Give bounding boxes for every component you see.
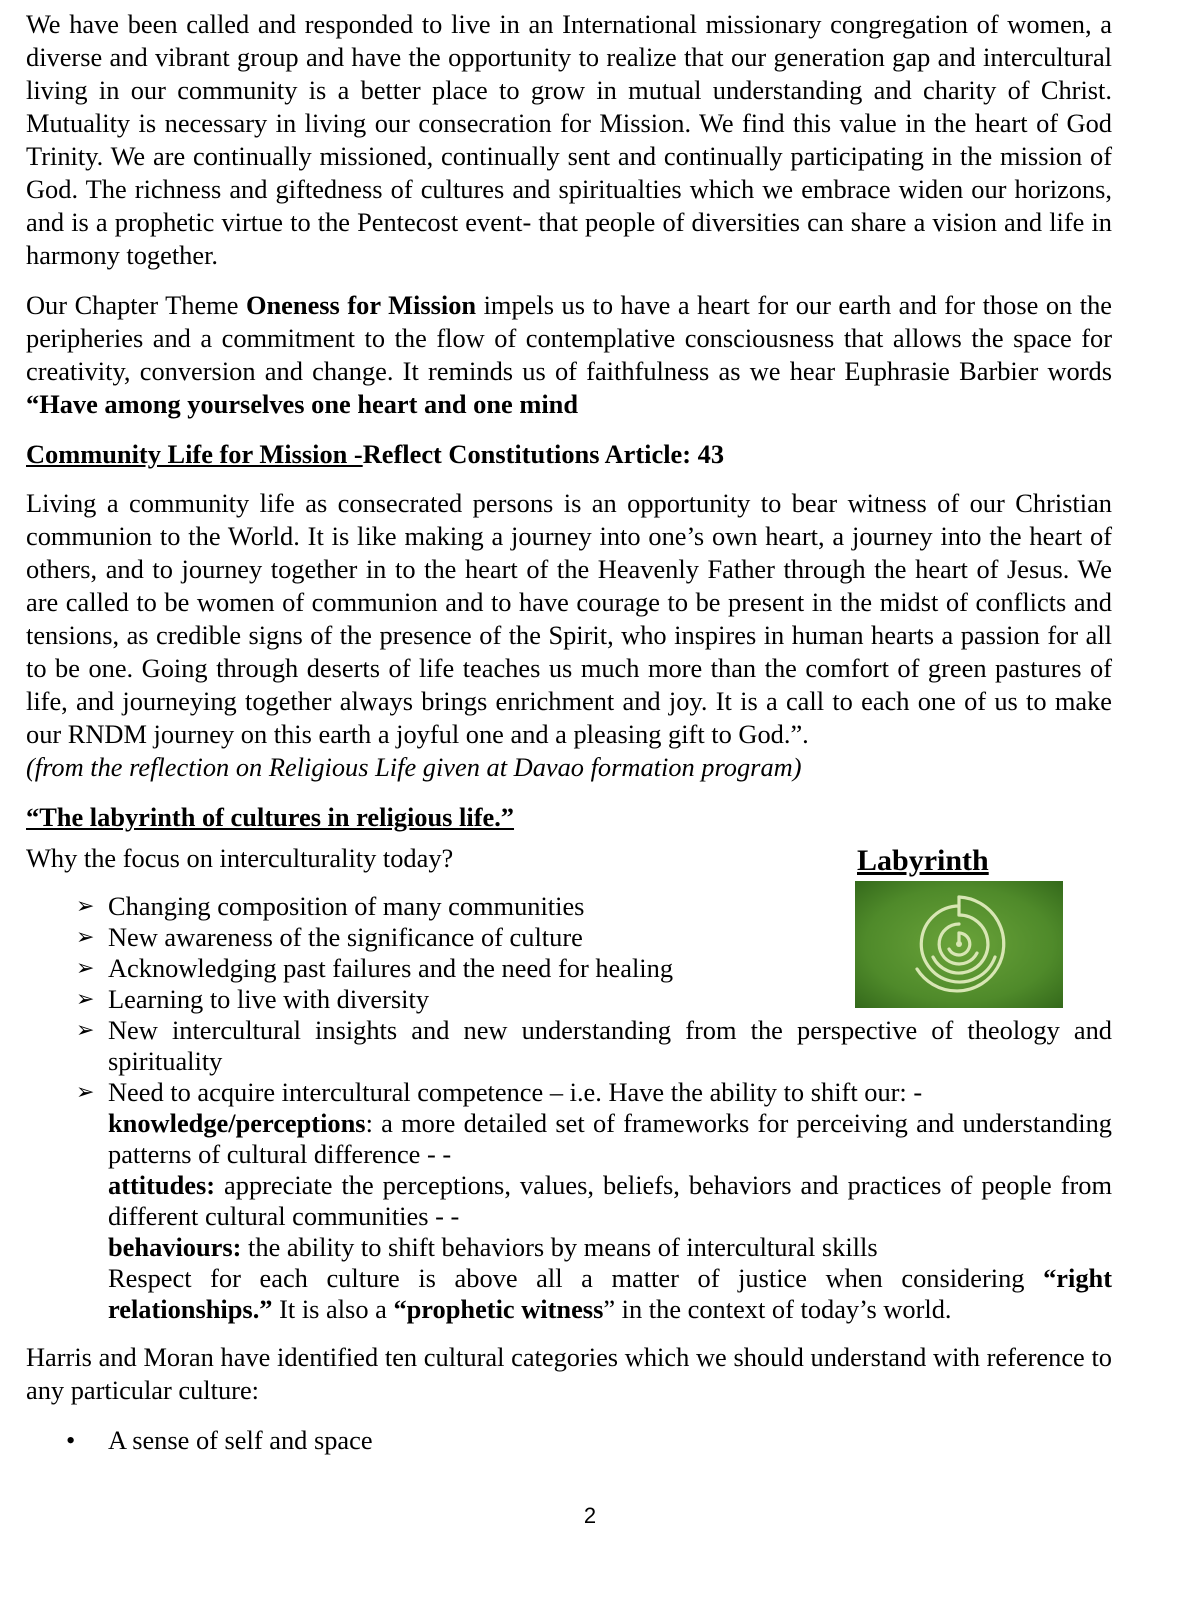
bullet-dot-icon: • [66, 1425, 76, 1455]
chapter-text-after: impels us to have a heart for our earth and for those on the peripheries and a commitment to the flow of contemplative consciousness that allows the space for creativity, conversion and change. It reminds us of faithfulness as we hear Euphrasie Barbier words [26, 290, 1112, 386]
list-item: ➢ Changing composition of many communities [76, 891, 585, 921]
arrow-bullet-icon: ➢ [76, 1018, 95, 1043]
knowledge-item: knowledge/perceptions: a more detailed set of frameworks for perceiving and understanding patterns of cultural difference - - [108, 1108, 1112, 1169]
intro-paragraph: We have been called and responded to live in an International missionary congregation of women, a diverse and vibrant group and have the opportunity to realize that our generation gap and intercultural living in our community is a better place to grow in mutual understanding and charity of Christ. Mutuality is necessary in living our consecration for Mission. We find this value in the heart of God Trinity. We are continually missioned, continually sent and continually participating in the mission of God. The richness and giftedness of cultures and spiritualties which we embrace widen our horizons, and is a prophetic virtue to the Pentecost event- that people of diversities can share a vision and life in harmony together. [26, 9, 1112, 270]
labyrinth-figure [855, 844, 1063, 1008]
list-item: ➢ Acknowledging past failures and the need for healing [76, 953, 674, 983]
arrow-bullet-icon: ➢ [76, 925, 95, 950]
list-item: ➢ New intercultural insights and new understanding from the perspective of theology and spirituality [76, 1015, 1112, 1076]
competence-block [26, 1108, 1112, 1325]
community-heading-article: Reflect Constitutions Article: 43 [362, 439, 725, 469]
arrow-bullet-icon: ➢ [76, 987, 95, 1012]
arrow-bullet-icon: ➢ [76, 956, 95, 981]
list-item: ➢ New awareness of the significance of culture [76, 922, 583, 952]
why-question: Why the focus on interculturality today? [26, 843, 454, 873]
arrow-bullet-icon: ➢ [76, 894, 95, 919]
community-heading [26, 438, 1112, 471]
list-item: • A sense of self and space [66, 1425, 373, 1455]
page-number: 2 [583, 1503, 597, 1528]
attitudes-item: attitudes: appreciate the perceptions, values, beliefs, behaviors and practices of people from different cultural communities - - [108, 1170, 1112, 1231]
bullet-list [26, 1424, 1112, 1457]
document-page [26, 8, 1112, 1457]
community-source: (from the reflection on Religious Life given at Davao formation program) [26, 752, 802, 782]
chapter-theme: Oneness for Mission [245, 290, 477, 320]
chapter-theme-paragraph [26, 289, 1112, 421]
labyrinth-figure-title: Labyrinth [857, 844, 989, 877]
labyrinth-image [855, 881, 1063, 1008]
respect-statement: Respect for each culture is above all a matter of justice when considering “right relationships.” It is also a “prophetic witness” in the context of today’s world. [108, 1263, 1112, 1324]
chapter-text-before: Our Chapter Theme [26, 290, 246, 320]
community-heading-title: Community Life for Mission - [26, 439, 363, 469]
list-item: ➢ Need to acquire intercultural competence – i.e. Have the ability to shift our: - [76, 1077, 923, 1107]
labyrinth-heading: “The labyrinth of cultures in religious life.” [26, 802, 515, 832]
harris-moran-paragraph: Harris and Moran have identified ten cultural categories which we should understand with reference to any particular culture: [26, 1342, 1112, 1405]
community-text: Living a community life as consecrated persons is an opportunity to bear witness of our Christian communion to the World. It is like making a journey into one’s own heart, a journey into the heart of others, and to journey together in to the heart of the Heavenly Father through the heart of Jesus. We are called to be women of communion and to have courage to be present in the midst of conflicts and tensions, as credible signs of the presence of the Spirit, who inspires in human hearts a passion for all to be one. Going through deserts of life teaches us much more than the comfort of green pastures of life, and journeying together always brings enrichment and joy. It is a call to each one of us to make our RNDM journey on this earth a joyful one and a pleasing gift to God.”. [26, 488, 1112, 749]
arrow-bullet-icon: ➢ [76, 1080, 95, 1105]
list-item: ➢ Learning to live with diversity [76, 984, 430, 1014]
behaviours-item: behaviours: the ability to shift behaviors by means of intercultural skills [108, 1232, 878, 1262]
barbier-quote: “Have among yourselves one heart and one mind [26, 389, 579, 419]
community-paragraph [26, 487, 1112, 784]
